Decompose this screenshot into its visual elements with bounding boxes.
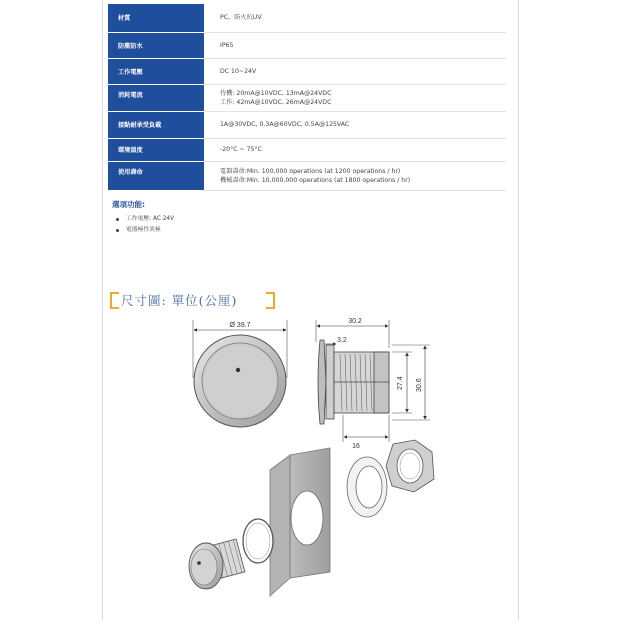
options-title: 選項功能: [112,200,145,209]
spec-value: DC 10~24V [204,58,506,84]
spec-value: 電器壽命:Min. 100,000 operations (at 1200 operations / hr) 機械壽命:Min. 10,000,000 operations (at 1800 operations / hr) [204,161,506,190]
option-item: 電器極性異極 [116,225,174,236]
spec-value: -20°C ~ 75°C [204,138,506,161]
spec-value: IP65 [204,32,506,58]
spec-value: 待機: 20mA@10VDC, 13mA@24VDC 工作: 42mA@10VDC, 26mA@24VDC [204,84,506,111]
total-height-label: 30.6 [416,378,423,392]
exploded-assembly [189,440,434,596]
length-label: 30.2 [348,318,362,325]
flange-label: 3.2 [337,337,347,344]
dimension-heading: 尺寸圖: 單位(公厘) [121,293,238,308]
spec-value: 1A@30VDC, 0.3A@60VDC, 0.5A@125VAC [204,111,506,138]
spec-label: 防塵防水 [108,32,204,58]
side-view [316,318,430,450]
spec-label: 接點耐承受負載 [108,111,204,138]
option-item: 工作電壓: AC 24V [116,214,174,225]
spec-label: 使用壽命 [108,161,204,190]
diameter-label: Ø 39.7 [229,322,251,329]
spec-value: PC，防火抗UV [204,4,506,32]
spec-label: 工作電壓 [108,58,204,84]
spec-label: 材質 [108,4,204,32]
body-height-label: 27.4 [397,376,404,390]
front-view [193,320,287,427]
body-length-label: 16 [352,443,360,450]
spec-label: 環境溫度 [108,138,204,161]
spec-label: 消耗電流 [108,84,204,111]
